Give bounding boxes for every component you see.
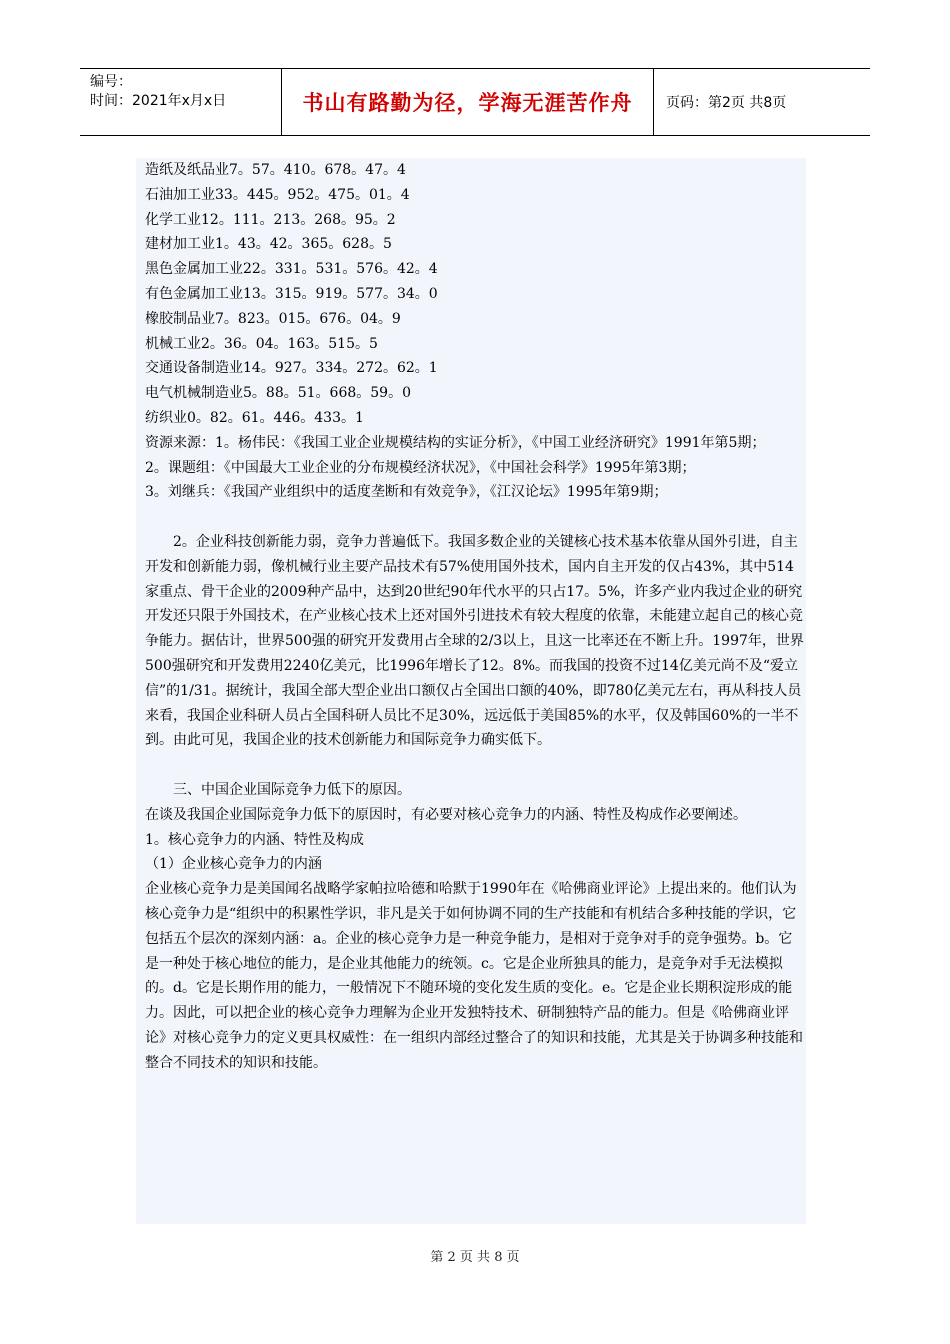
header-motto: 书山有路勤为径，学海无涯苦作舟 [282,69,654,135]
table-row: 橡胶制品业7。823。015。676。04。9 [145,310,401,327]
table-row: 黑色金属加工业22。331。531。576。42。4 [145,261,438,278]
table-row: 化学工业12。111。213。268。95。2 [145,211,396,228]
paragraph-core-competence: 企业核心竞争力是美国闻名战略学家帕拉哈德和哈默于1990年在《哈佛商业评论》上提出来的。他们认为核心竞争力是“组织中的积累性学识，非凡是关于如何协调不同的生产技能和有机结合多种技能的学识，它包括五个层次的深刻内涵：a。企业的核心竞争力是一种竞争能力，是相对于竞争对手的竞争强势。b。它是一种处于核心地位的能力，是企业其他能力的统领。c。它是企业所独具的能力，是竞争对手无法模拟的。d。它是长期作用的能力，一般情况下不随环境的变化发生质的变化。e。它是企业长期积淀形成的能力。因此，可以把企业的核心竞争力理解为企业开发独特技术、研制独特产品的能力。但是《哈佛商业评论》对核心竞争力的定义更具权威性：在一组织内部经过整合了的知识和技能，尤其是关于协调多种技能和整合不同技术的知识和技能。 [145,881,803,1071]
spacer [145,505,806,530]
table-row: 交通设备制造业14。927。334。272。62。1 [145,360,438,377]
document-body [136,158,806,1224]
source-note: 3。刘继兵：《我国产业组织中的适度垄断和有效竞争》，《江汉论坛》1995年第9期； [145,484,668,501]
table-row: 有色金属加工业13。315。919。577。34。0 [145,285,438,302]
table-row: 纺织业0。82。61。446。433。1 [145,409,364,426]
spacer [145,753,806,778]
page-header [80,68,870,136]
table-row: 造纸及纸品业7。57。410。678。47。4 [145,162,406,178]
table-row: 机械工业2。36。04。163。515。5 [145,335,378,352]
header-meta [80,69,282,135]
paragraph-innovation: 2。企业科技创新能力弱，竞争力普遍低下。我国多数企业的关键核心技术基本依靠从国外引进，自主开发和创新能力弱，像机械行业主要产品技术有57%使用国外技术，国内自主开发的仅占43%，其中514家重点、骨干企业的2009种产品中，达到20世纪90年代水平的只占17。5%，许多产业内我过企业的研究开发还只限于外国技术，在产业核心技术上还对国外引进技术有较大程度的依靠，未能建立起自己的核心竞争能力。据估计，世界500强的研究开发费用占全球的2/3以上，且这一比率还在不断上升。1997年，世界500强研究和开发费用2240亿美元，比1996年增长了12。8%。而我国的投资不过14亿美元尚不及“爱立信”的1/31。据统计，我国全部大型企业出口额仅占全国出口额的40%，即780亿美元左右，再从科技人员来看，我国企业科研人员占全国科研人员比不足30%，远远低于美国85%的水平，仅及韩国60%的一半不到。由此可见，我国企业的技术创新能力和国际竞争力确实低下。 [145,533,804,749]
subsection-heading: 1。核心竞争力的内涵、特性及构成 [145,831,364,848]
table-row: 建材加工业1。43。42。365。628。5 [145,236,392,253]
table-row: 电气机械制造业5。88。51。668。59。0 [145,385,411,402]
subsection-heading: （1）企业核心竞争力的内涵 [145,856,322,873]
document-number-label: 编号： [90,74,132,90]
page-footer: 第 2 页 共 8 页 [430,1250,520,1265]
section-intro: 在谈及我国企业国际竞争力低下的原因时，有必要对核心竞争力的内涵、特性及构成作必要阐述。 [145,806,747,823]
table-row: 石油加工业33。445。952。475。01。4 [145,186,410,203]
source-note: 资源来源：1。杨伟民：《我国工业企业规模结构的实证分析》，《中国工业经济研究》1991年第5期； [145,434,766,451]
header-page-number: 页码：第2页 共8页 [666,95,787,111]
source-note: 2。课题组：《中国最大工业企业的分布规模经济状况》，《中国社会科学》1995年第3期； [145,459,696,476]
section-heading: 三、中国企业国际竞争力低下的原因。 [173,781,411,798]
document-date-label: 时间：2021年x月x日 [90,93,227,109]
